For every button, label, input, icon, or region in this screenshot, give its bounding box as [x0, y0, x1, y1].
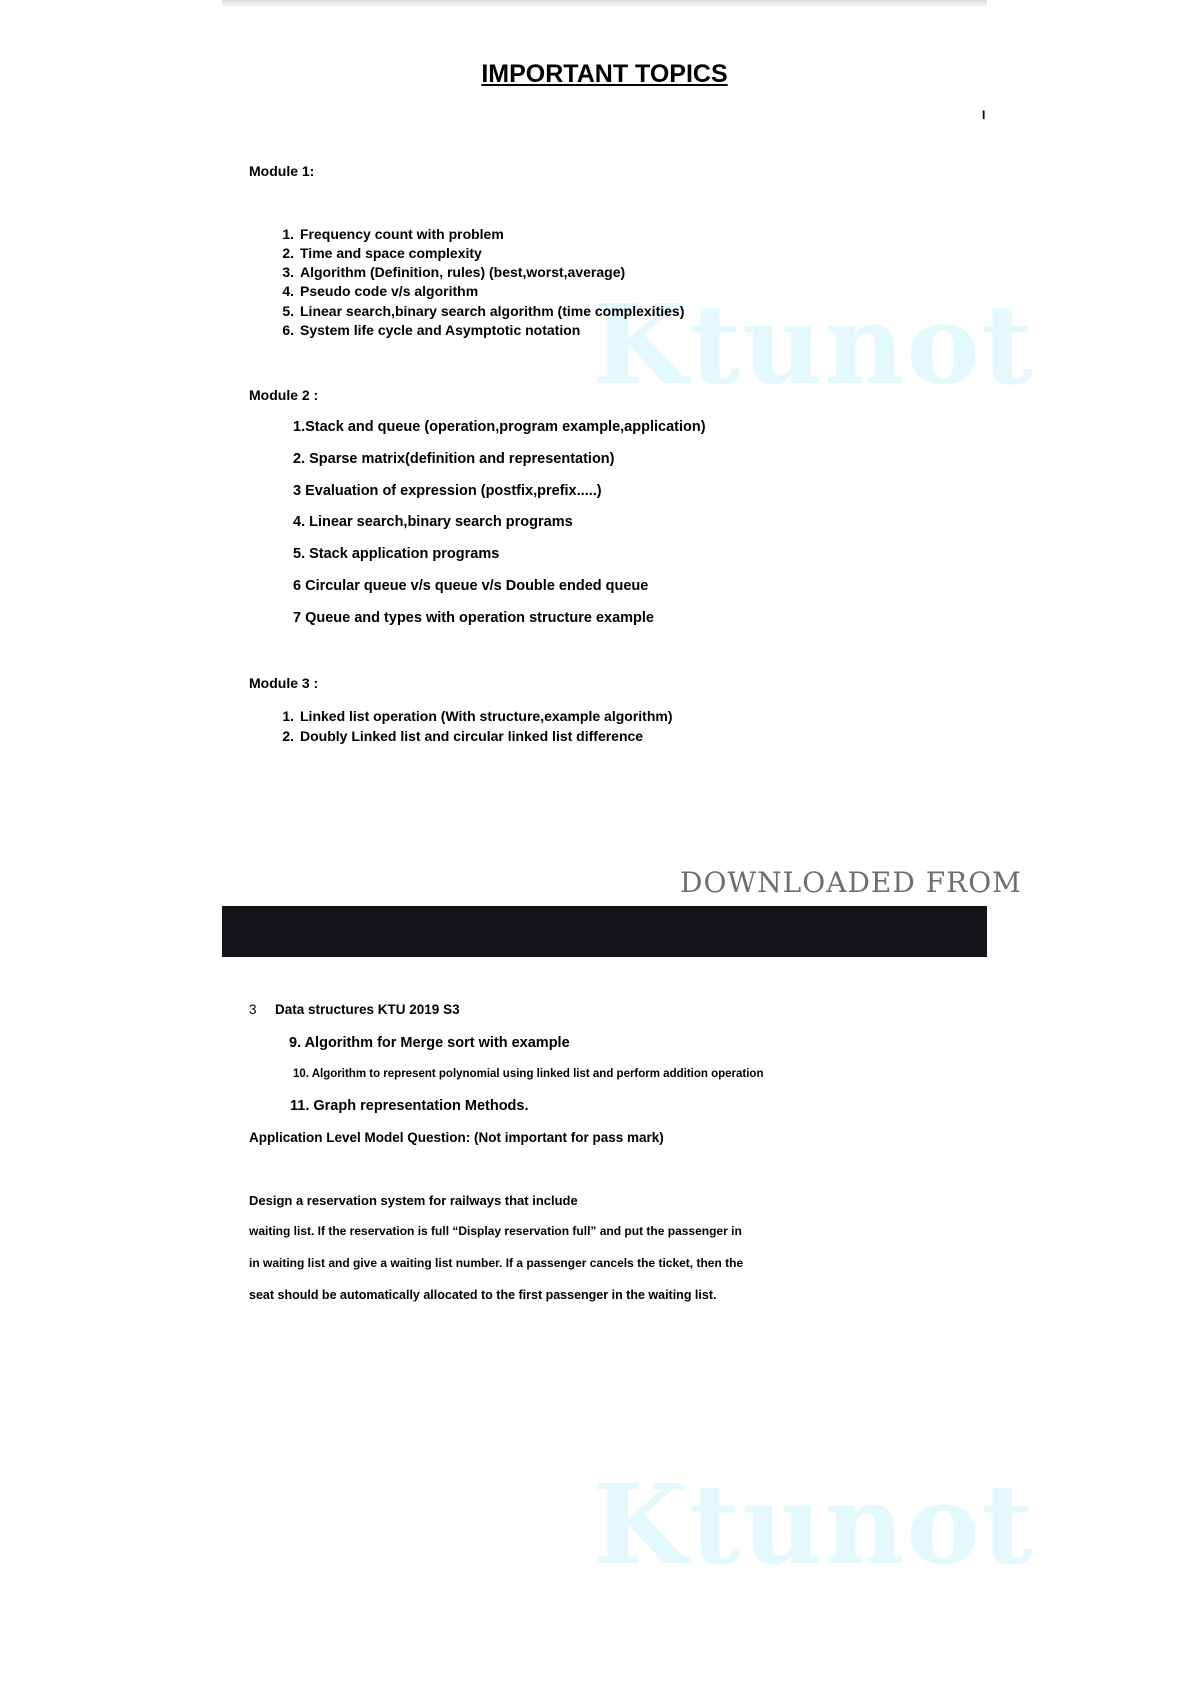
- question-line: seat should be automatically allocated to the first passenger in the waiting list.: [249, 1288, 717, 1302]
- document-page: [222, 0, 1035, 1698]
- watermark-bottom: Ktunot: [592, 1460, 1035, 1589]
- downloaded-from-banner: DOWNLOADED FROM: [680, 866, 1022, 899]
- module-2-heading: Module 2 :: [249, 387, 319, 403]
- page-title: IMPORTANT TOPICS: [481, 60, 728, 88]
- watermark-top: Ktunot: [592, 280, 1035, 409]
- module-3-heading: Module 3 :: [249, 675, 319, 691]
- page-top-shadow: [222, 0, 987, 8]
- page-number: 3: [249, 1002, 257, 1017]
- module-2-item: 6 Circular queue v/s queue v/s Double ended queue: [293, 578, 649, 594]
- module-1-item: 1. Frequency count with problem: [282, 226, 504, 242]
- page-separator-band: [222, 906, 987, 957]
- application-question-heading: Application Level Model Question: (Not important for pass mark): [249, 1130, 664, 1145]
- module-3-item: 1. Linked list operation (With structure,example algorithm): [282, 708, 673, 724]
- question-line: waiting list. If the reservation is full “Display reservation full” and put the passenger in: [249, 1224, 742, 1238]
- module-2-item: 4. Linear search,binary search programs: [293, 514, 573, 530]
- module-2-item: 5. Stack application programs: [293, 546, 500, 562]
- page-2-header: [249, 1002, 460, 1017]
- page-2-item: 9. Algorithm for Merge sort with example: [289, 1035, 570, 1051]
- module-1-item: 4. Pseudo code v/s algorithm: [282, 283, 479, 299]
- question-line: in waiting list and give a waiting list number. If a passenger cancels the ticket, then the: [249, 1256, 744, 1270]
- module-1-item: 2. Time and space complexity: [282, 245, 482, 261]
- module-1-item: 3. Algorithm (Definition, rules) (best,worst,average): [282, 264, 626, 280]
- module-2-item: 2. Sparse matrix(definition and representation): [293, 451, 615, 467]
- module-2-item: 7 Queue and types with operation structure example: [293, 610, 654, 626]
- module-2-item: 1.Stack and queue (operation,program example,application): [293, 419, 706, 435]
- module-3-item: 2. Doubly Linked list and circular linked list difference: [282, 728, 644, 744]
- course-title: Data structures KTU 2019 S3: [275, 1002, 460, 1017]
- module-1-item: 5. Linear search,binary search algorithm (time complexities): [282, 303, 685, 319]
- module-1-heading: Module 1:: [249, 163, 315, 179]
- page-2-item: 10. Algorithm to represent polynomial using linked list and perform addition operation: [293, 1068, 764, 1080]
- page-2-item: 11. Graph representation Methods.: [290, 1098, 529, 1114]
- module-1-item: 6. System life cycle and Asymptotic notation: [282, 322, 581, 338]
- question-line: Design a reservation system for railways that include: [249, 1193, 578, 1208]
- module-2-item: 3 Evaluation of expression (postfix,prefix.....): [293, 483, 602, 499]
- corner-mark: I: [982, 108, 986, 122]
